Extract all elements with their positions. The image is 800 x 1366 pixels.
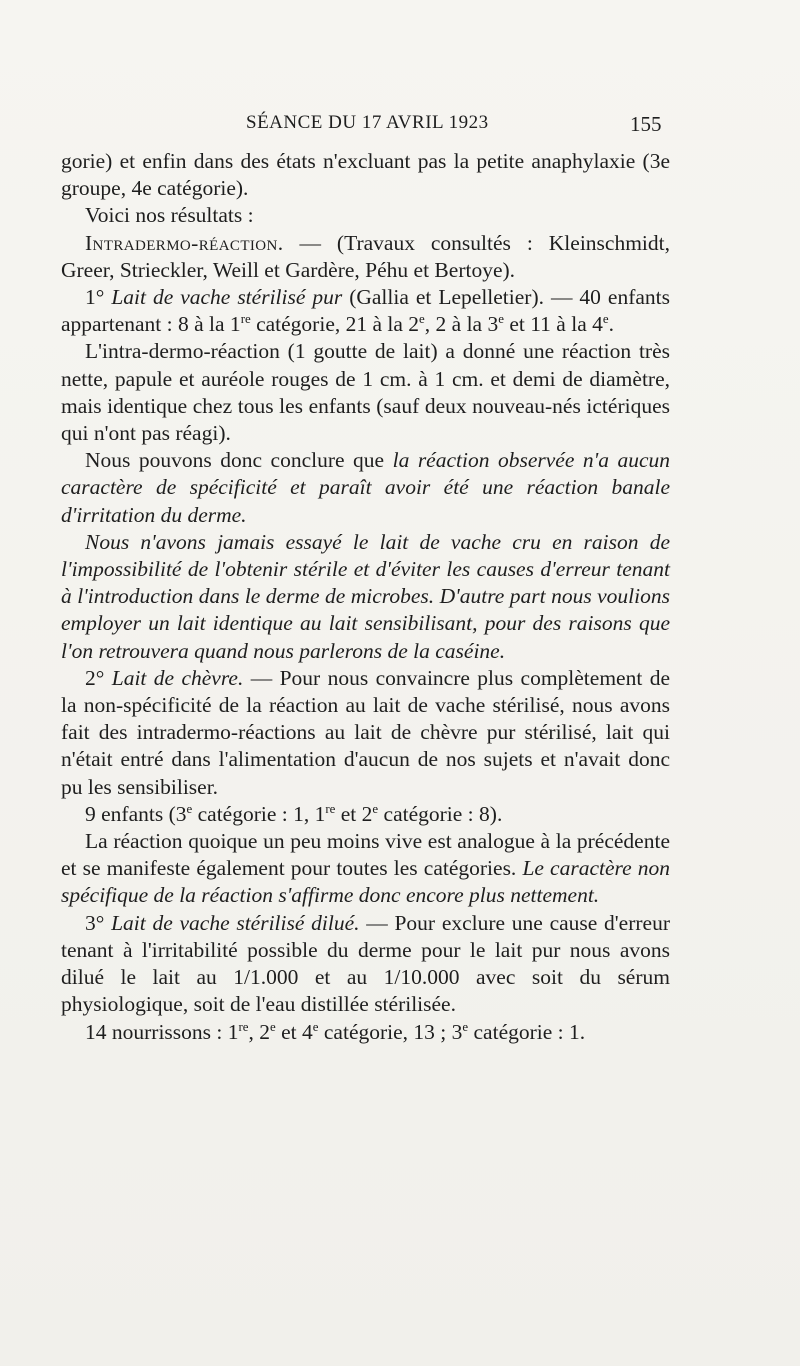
paragraph-text: catégorie, 13 ; 3: [318, 1019, 463, 1044]
paragraph-continuation: [61, 148, 670, 202]
paragraph-lait-vache-pur: [61, 284, 670, 338]
paragraph-text: catégorie : 1.: [468, 1019, 586, 1044]
paragraph-text: La réaction quoique un peu moins vive est analogue à la précédente et se manifeste également pour toutes les catégories.: [61, 829, 670, 881]
superscript: re: [240, 312, 251, 327]
superscript: e: [270, 1019, 276, 1034]
paragraph-text: Nous pouvons donc conclure que: [85, 448, 393, 473]
paragraph-text: et 4: [275, 1019, 313, 1044]
paragraph-text: — Pour exclure une cause d'erreur tenant à l'irritabilité possible du derme pour le lait pur nous avons dilué le lait au 1/1.000 et au 1/10.000 avec soit du sérum physiologique, soit de l'eau distillée stérilisée.: [61, 910, 670, 1017]
paragraph-results-intro: [61, 202, 670, 229]
paragraph-text: 14 nourrissons : 1: [85, 1019, 239, 1044]
paragraph-text: catégorie : 8).: [378, 801, 503, 826]
section-heading: Intradermo-réaction.: [85, 230, 284, 255]
paragraph-text: catégorie, 21 à la 2: [250, 312, 420, 337]
item-title: Lait de vache stérilisé pur: [111, 285, 343, 310]
superscript: e: [312, 1019, 319, 1034]
paragraph-text: Voici nos résultats :: [85, 203, 254, 228]
running-title: SÉANCE DU 17 AVRIL 1923: [246, 112, 489, 133]
paragraph-text: — Pour nous convaincre plus complètement de la non-spécificité de la réaction au lait de vache stérilisé, nous avons fait des intradermo-réactions au lait de chèvre pur stérilisé, lait qui n'était entré dans l'alimentation d'aucun de nos sujets et n'avait donc pu les sensibiliser.: [61, 665, 670, 799]
item-title: Lait de vache stérilisé dilué.: [111, 910, 360, 935]
running-head: [60, 112, 680, 142]
paragraph-text: — (Travaux consultés : Kleinschmidt, Greer, Strieckler, Weill et Gardère, Péhu et Bertoye).: [61, 230, 670, 282]
superscript: e: [602, 312, 609, 327]
superscript: e: [186, 801, 193, 816]
superscript: e: [419, 312, 425, 327]
italic-text: Le caractère non spécifique de la réaction s'affirme donc encore plus nettement.: [61, 856, 670, 908]
paragraph-intradermo-heading: [61, 230, 670, 284]
paragraph-text: , 2 à la 3: [424, 312, 499, 337]
superscript: re: [238, 1019, 249, 1034]
superscript: e: [462, 1019, 469, 1034]
item-title: Lait de chèvre.: [111, 665, 244, 690]
page-number: 155: [630, 112, 662, 136]
paragraph-text: et 2: [335, 801, 373, 826]
paragraph-text: .: [608, 312, 614, 337]
paragraph-text: catégorie : 1, 1: [192, 801, 326, 826]
italic-text: la réaction observée n'a aucun caractère de spécificité et paraît avoir été une réaction banale d'irritation du derme.: [61, 448, 670, 527]
paragraph-lait-chevre: [61, 665, 670, 801]
paragraph-nourrissons: [61, 1019, 670, 1046]
paragraph-chevre-counts: [61, 801, 670, 828]
italic-text: Nous n'avons jamais essayé le lait de vache cru en raison de l'impossibilité de l'obtenir stérile et d'éviter les causes d'erreur tenant à l'introduction dans le derme de microbes. D'autre part nous voulions employer un lait identique au lait sensibilisant, pour des raisons que l'on retrouvera quand nous parlerons de la caséine.: [61, 529, 670, 663]
superscript: e: [372, 801, 379, 816]
superscript: e: [498, 312, 504, 327]
paragraph-lait-cru: [61, 529, 670, 665]
paragraph-lait-dilue: [61, 910, 670, 1019]
body-text: [61, 148, 670, 1046]
paragraph-text: L'intra-dermo-réaction (1 goutte de lait) a donné une réaction très nette, papule et auréole rouges de 1 cm. à 1 cm. et demi de diamètre, mais identique chez tous les enfants (sauf deux nouveau-nés ictériques qui n'ont pas réagi).: [61, 339, 670, 446]
item-number: 3°: [85, 910, 112, 935]
paragraph-conclusion: [61, 447, 670, 529]
paragraph-text: 9 enfants (3: [85, 801, 187, 826]
superscript: re: [325, 801, 336, 816]
item-number: 1°: [85, 285, 112, 310]
paragraph-text: gorie) et enfin dans des états n'excluant pas la petite anaphylaxie (3e groupe, 4e catégorie).: [61, 149, 670, 201]
paragraph-chevre-result: [61, 828, 670, 910]
item-number: 2°: [85, 665, 112, 690]
paragraph-text: (Gallia et Lepelletier). — 40 enfants appartenant : 8 à la 1: [61, 285, 670, 337]
paragraph-text: et 11 à la 4: [503, 312, 603, 337]
paragraph-reaction-result: [61, 338, 670, 447]
paragraph-text: , 2: [248, 1019, 271, 1044]
